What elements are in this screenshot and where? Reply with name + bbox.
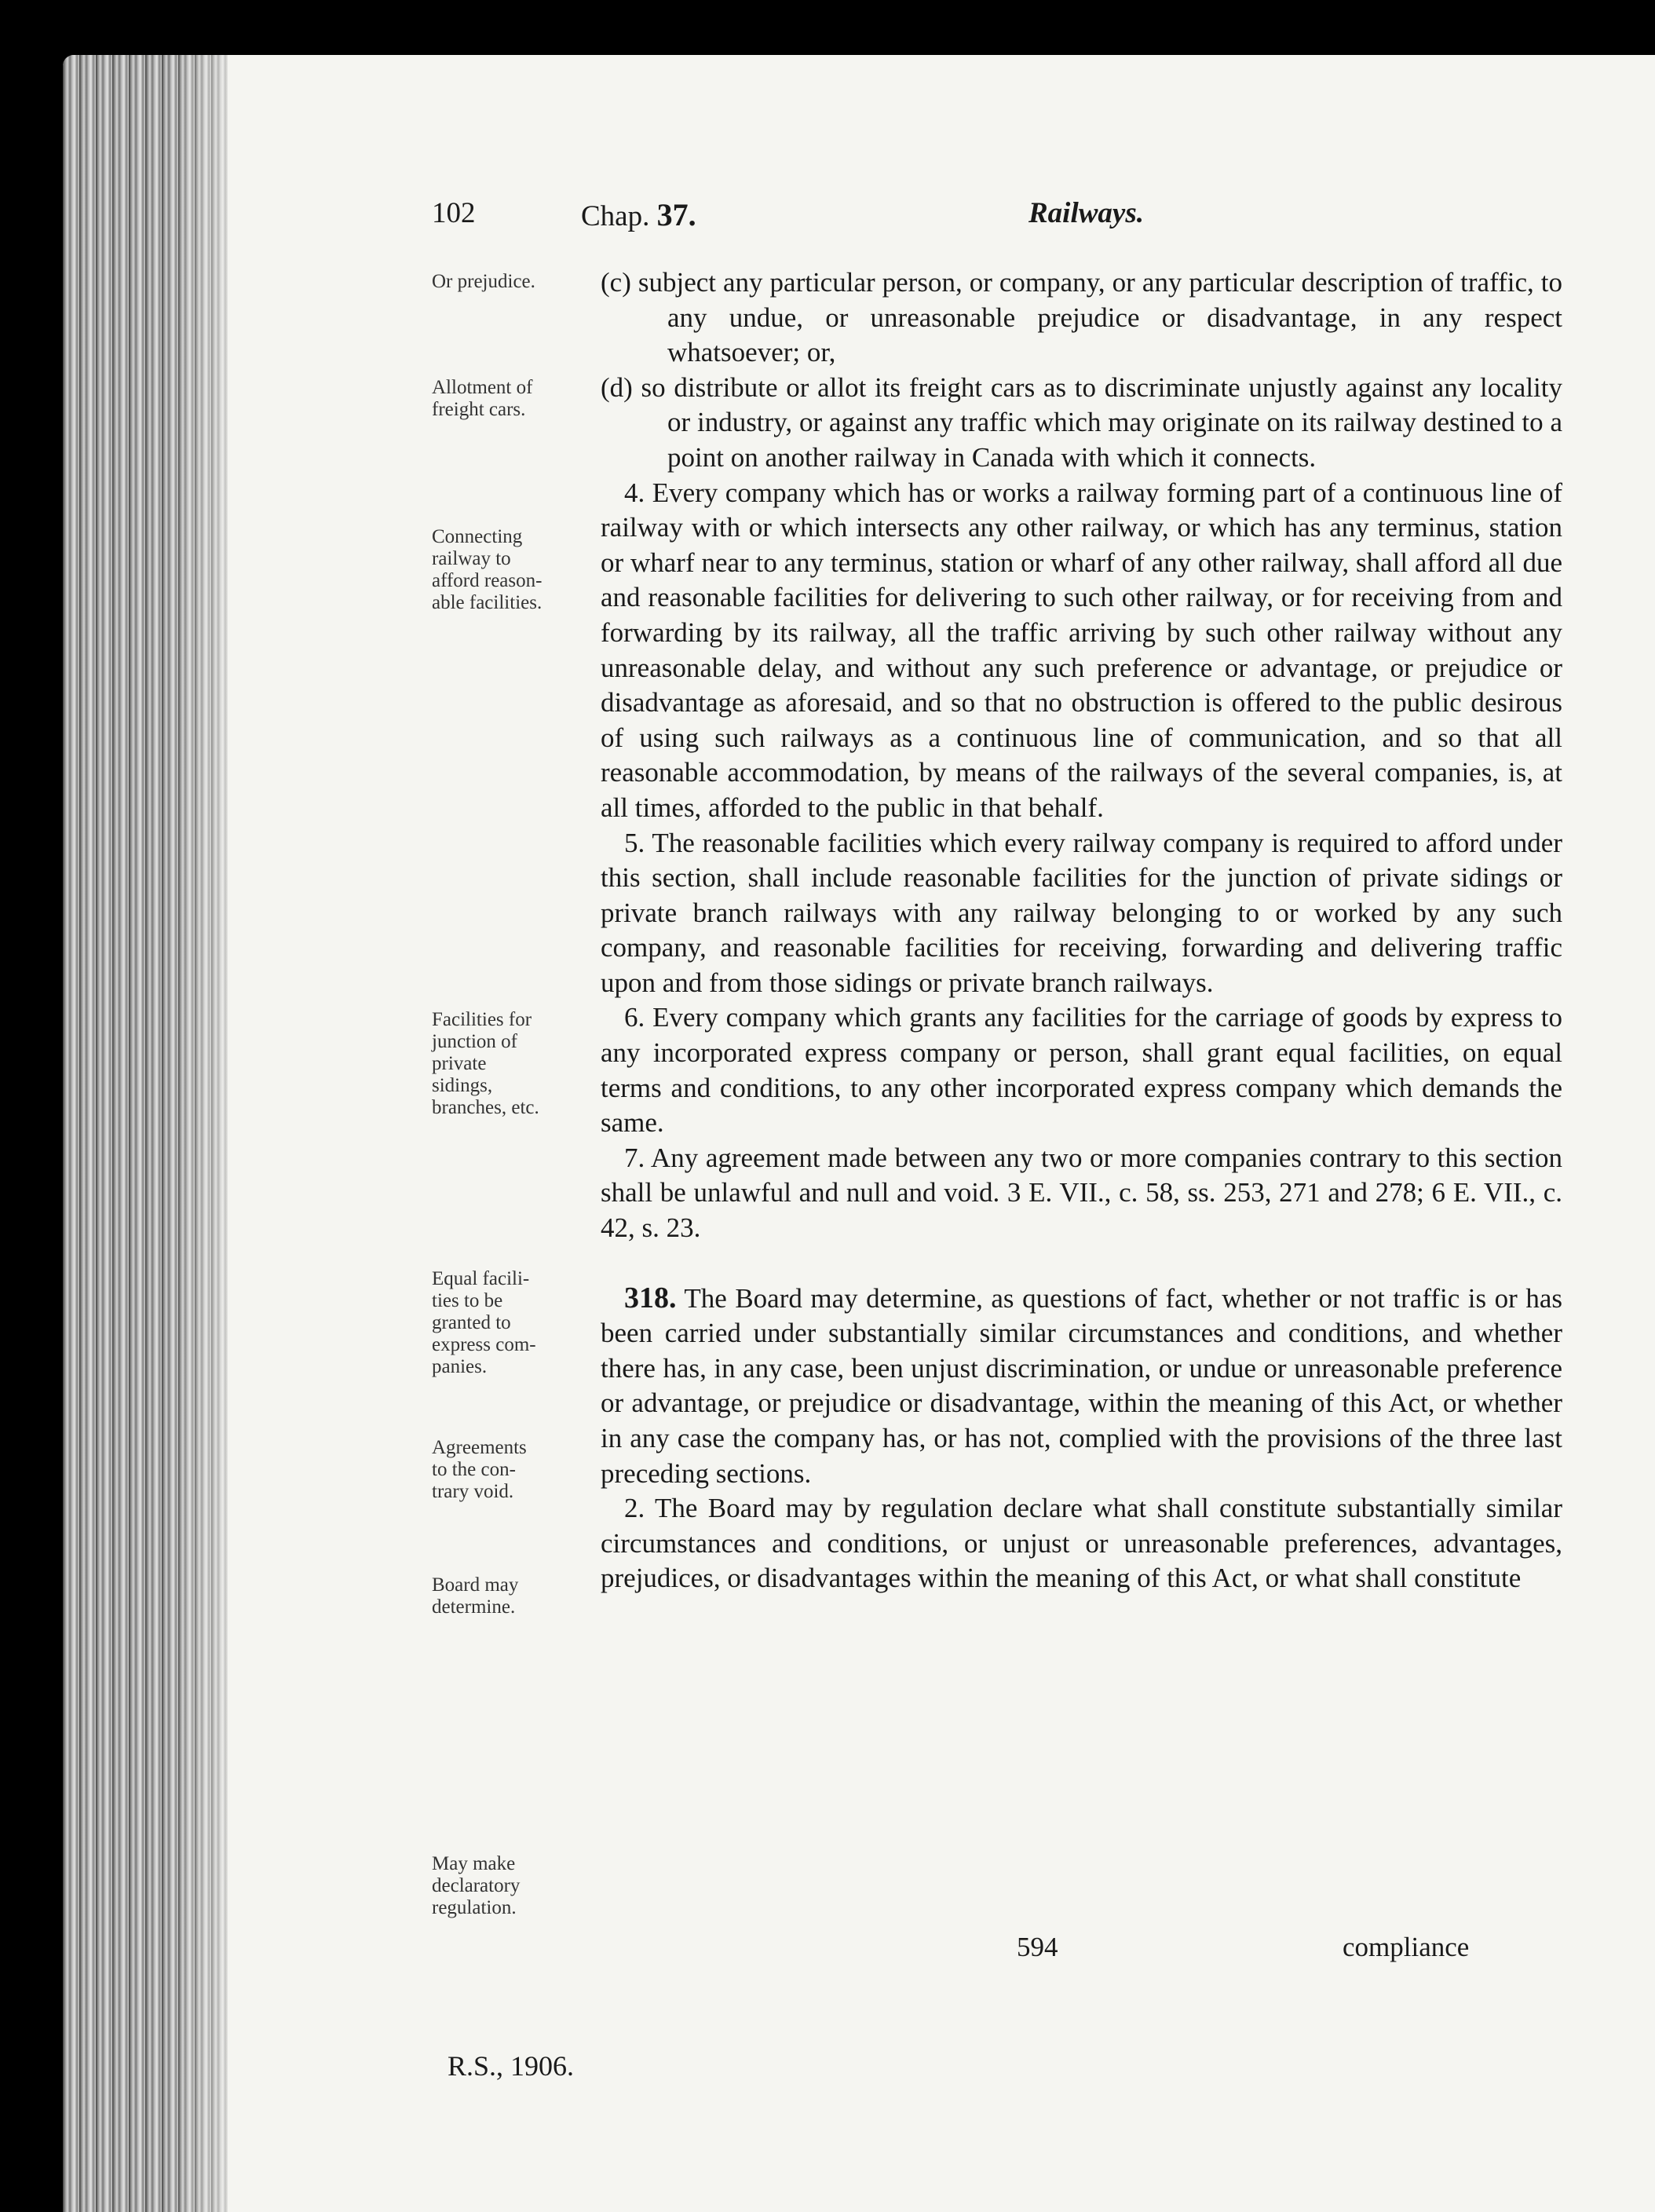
margin-note-equal-facilities: Equal facili- ties to be granted to express com- panies. (432, 1268, 536, 1377)
source-citation: R.S., 1906. (448, 2050, 575, 2082)
folio-number: 594 (1017, 1932, 1058, 1962)
book-page (63, 55, 1655, 2212)
paragraph-d: (d) so distribute or allot its freight cars as to discriminate unjustly against any locality or industry, or against any traffic which may originate on its railway destined to a point on another railway in Canada with which it connects. (601, 371, 1562, 473)
page-content (63, 55, 1655, 2212)
margin-note-allotment: Allotment of freight cars. (432, 377, 533, 420)
margin-note-or-prejudice: Or prejudice. (432, 271, 535, 292)
margin-note-connecting: Connecting railway to afford reason- able facilities. (432, 526, 543, 613)
paragraph-4: 4. Every company which has or works a railway forming part of a continuous line of railway with or which intersects any other railway, or which has any terminus, station or wharf near to any terminus, station or wharf of any other railway, shall afford all due and reasonable facilities for delivering to such other railway, or for receiving from and forwarding by its railway, all the traffic arriving by such other railway without any unreasonable delay, and without any such preference or advantage, or prejudice or disadvantage as aforesaid, and so that no obstruction is offered to the public desirous of using such railways as a continuous line of communication, and so that all reasonable accommodation, by means of the railways of the several companies, is, at all times, afforded to the public in that behalf. (601, 477, 1562, 823)
paragraph-c: (c) subject any particular person, or company, or any particular description of traffic, to any undue, or unreasonable prejudice or disadvantage, in any respect whatsoever; or, (601, 267, 1562, 368)
paragraph-7: 7. Any agreement made between any two or more companies contrary to this section shall be unlawful and null and void. 3 E. VII., c. 58, ss. 253, 271 and 278; 6 E. VII., c. 42, s. 23. (601, 1142, 1562, 1244)
chapter-label (581, 196, 696, 233)
running-header (432, 196, 1547, 243)
margin-note-board-may: Board may determine. (432, 1574, 519, 1618)
chapter-prefix: Chap. (581, 200, 650, 232)
section-318-text: The Board may determine, as questions of fact, whether or not traffic is or has been carried under substantially similar circumstances and conditions, and whether there has, in any case, been unjust discrimination, or undue or unreasonable preference or advantage, or prejudice or disadvantage, within the meaning of this Act, or whether in any case the company has, or has not, complied with the provisions of the three last preceding sections. (601, 1282, 1562, 1489)
catchword: compliance (1343, 1932, 1470, 1962)
paragraph-6: 6. Every company which grants any facilities for the carriage of goods by express to any incorporated express company or person, shall grant equal facilities, on equal terms and conditions, to any other incorporated express company which demands the same. (601, 1002, 1562, 1139)
margin-note-may-make: May make declaratory regulation. (432, 1853, 521, 1918)
paragraph-5: 5. The reasonable facilities which every railway company is required to afford under this section, shall include reasonable facilities for the junction of private sidings or private branch railways with any railway belonging to or worked by any such company, and reasonable facilities for receiving, forwarding and delivering traffic upon and from those sidings or private branch railways. (601, 827, 1562, 998)
margin-note-agreements: Agreements to the con- trary void. (432, 1437, 527, 1502)
running-title: Railways. (1028, 197, 1144, 229)
body-text (601, 265, 1562, 1596)
section-number: 318. (624, 1281, 677, 1314)
section-318-subsection-2: 2. The Board may by regulation declare what shall constitute substantially similar circumstances and conditions, or unjust or unreasonable preferences, advantages, prejudices, or disadvantages within the meaning of this Act, or what shall constitute (601, 1493, 1562, 1594)
margin-note-facilities-junction: Facilities for junction of private sidings, branches, etc. (432, 1009, 539, 1118)
section-318 (601, 1281, 1562, 1492)
chapter-number: 37. (656, 197, 696, 232)
page-number: 102 (432, 197, 476, 229)
